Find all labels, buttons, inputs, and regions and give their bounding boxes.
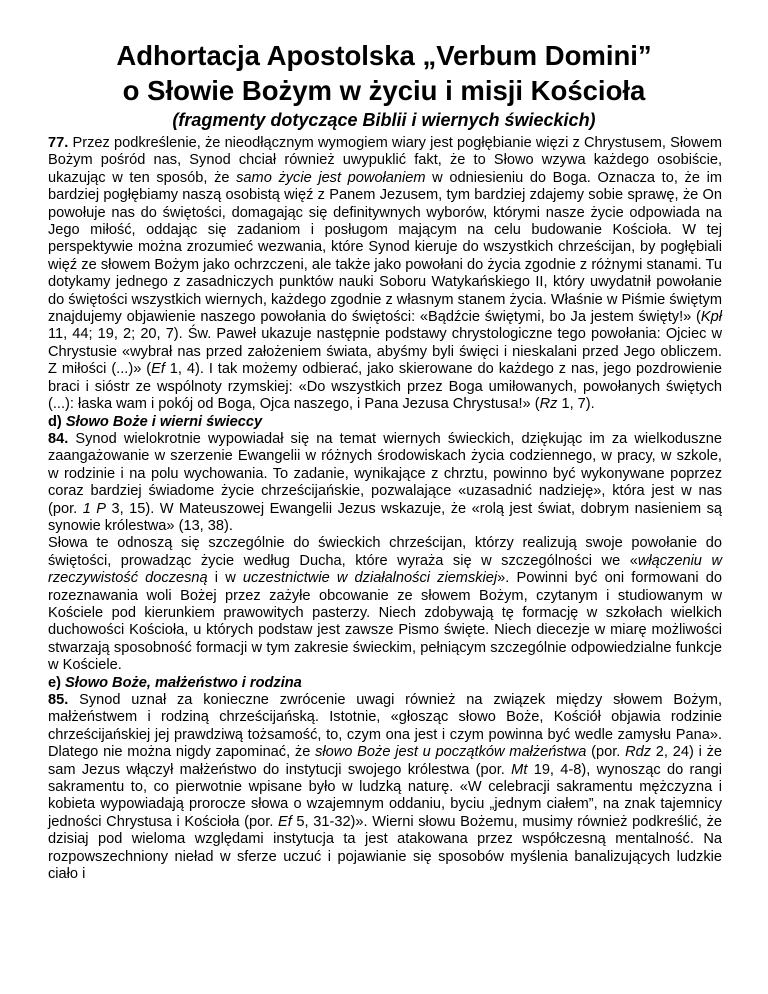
text-run: Synod wielokrotnie wypowiadał się na temat wiernych świeckich, dziękując im za wielkoduszne zaangażowanie w szerzenie Ewangelii w różnych środowiskach życia codziennego, w pracy, w szkole, w rodzinie i na polu wychowania. To zadanie, wynikające z chrztu, powinno być wykonywane poprzez coraz bardziej świadome życie chrześcijańskie, pozwalające «uzasadnić nadzieję», która jest w nas (por. xyxy=(48,430,722,517)
italic-run: Rz xyxy=(539,396,558,413)
italic-run: uczestnictwie w działalności ziemskiej xyxy=(242,570,498,587)
text-run: 11, 44; 19, 2; 20, 7). Św. Paweł ukazuje następnie podstawy chrystologiczne tego powołania: Ojciec w Chrystusie «wybrał nas przed założeniem świata, abyśmy byli święci i nieskalani przed Jego obliczem. Z miłości (...)» ( xyxy=(48,326,722,378)
paragraph-number: 77. xyxy=(48,135,69,151)
text-run: Synod uznał za konieczne zwrócenie uwagi również na związek między słowem Bożym, małżeństwem i rodziną chrześcijańską. Istotnie, «głosząc słowo Boże, Kościół objawia rodzinie chrześcijańskiej jej prawdziwą tożsamość, to, czym ona jest i czym powinna być wedle zamysłu Pana». Dlatego nie można nigdy zapominać, że xyxy=(48,692,722,761)
text-run: 3, 15). W Mateuszowej Ewangelii Jezus wskazuje, że «rolą jest świat, dobrym nasieniem są synowie królestwa» (13, 38). xyxy=(48,500,723,534)
italic-run: 1 P xyxy=(82,500,107,517)
text-run: 5, 31-32)». Wierni słowu Bożemu, musimy również podkreślić, że dzisiaj pod wieloma względami instytucja ta jest atakowana przez współczesną mentalność. Na rozpowszechniony nieład w sferze uczuć i pojawianie się sposobów myślenia banalizujących ludzkie ciało i xyxy=(48,813,722,883)
text-run: w odniesieniu do Boga. Oznacza to, że im bardziej pogłębiamy naszą osobistą więź z Panem Jezusem, tym bardziej zdajemy sobie sprawę, że On powołuje nas do świętości, domagając się definitywnych wyborów, którymi nasze życie odpowiada na Jego miłość, oddając się zadaniom i posługom mającym na celu budowanie Kościoła. W tej perspektywie można zrozumieć wezwania, które Synod kieruje do wszystkich chrześcijan, by pogłębiali więź ze słowem Bożym jako ochrzczeni, ale także jako powołani do życia zgodnie z różnymi stanami. Tu dotykamy jednego z zasadniczych punktów nauki Soboru Watykańskiego II, który uwydatnił powołanie do świętości wszystkich wiernych, każdego zgodnie z własnym stanem życia. Właśnie w Piśmie świętym znajdujemy objawienie naszego powołania do świętości: «Bądźcie świętymi, bo Ja jestem święty!» ( xyxy=(48,169,722,326)
section-title: Słowo Boże, małżeństwo i rodzina xyxy=(65,674,302,691)
section-label: d) xyxy=(48,413,66,430)
italic-run: samo życie jest powołaniem xyxy=(236,169,426,186)
paragraph-number: 84. xyxy=(48,430,69,447)
text-run: i w xyxy=(207,570,243,587)
italic-run: włączeniu w rzeczywistość doczesną xyxy=(48,552,722,587)
section-label: e) xyxy=(48,674,66,691)
italic-run: Rdz xyxy=(625,744,652,761)
italic-run: Ef xyxy=(278,813,292,830)
paragraph-number: 85. xyxy=(48,692,69,708)
italic-run: Mt xyxy=(511,761,528,778)
paragraph-84-continued xyxy=(48,535,722,674)
document-body xyxy=(48,135,722,883)
text-run: 1, 4). I tak możemy odbierać, jako skierowane do każdego z nas, jego pozdrowienie braci i sióstr ze wspólnoty rzymskiej: «Do wszystkich przez Boga umiłowanych, powołanych świętych (...): łaska wam i pokój od Boga, Ojca naszego, i Pana Jezusa Chrystusa!» ( xyxy=(48,361,722,413)
text-run: ». Powinni być oni formowani do rozeznawania woli Bożej przez zażyłe obcowanie ze słowem Bożym, czytanym i studiowanym w Kościele pod kierunkiem prawowitych pasterzy. Niech zdobywają tę formację w szkołach wielkich duchowości Kościoła, u których podstaw jest zawsze Pismo święte. Niech diecezje w miarę możliwości stwarzają sposobność formacji w tym zakresie świeckim, pełniącym szczególnie odpowiedzialne funkcje w Kościele. xyxy=(48,570,722,674)
text-run: 19, 4-8), wynosząc do rangi sakramentu to, co pierwotnie wpisane było w ludzką naturę. «W celebracji sakramentu mężczyzna i kobieta wypowiadają prorocze słowa o wzajemnym oddaniu, byciu „jednym ciałem”, na znak tajemnicy jedności Chrystusa i Kościoła (por. xyxy=(48,761,723,830)
document-subtitle: (fragmenty dotyczące Biblii i wiernych świeckich) xyxy=(172,110,596,130)
italic-run: słowo Boże jest u początków małżeństwa xyxy=(315,744,587,761)
title-line-2: o Słowie Bożym w życiu i misji Kościoła xyxy=(122,75,646,106)
paragraph-77 xyxy=(48,135,722,414)
text-run: Przez podkreślenie, że nieodłącznym wymogiem wiary jest pogłębianie więzi z Chrystusem, Słowem Bożym pośród nas, Synod chciał również uwypuklić fakt, że to Słowo wzywa każdego osobiście, ukazując w ten sposób, że xyxy=(48,135,722,186)
text-run: (por. xyxy=(586,744,626,761)
text-run: 2, 24) i że sam Jezus włączył małżeństwo do instytucji swojego królestwa (por. xyxy=(48,744,723,778)
text-run: 1, 7). xyxy=(557,396,595,413)
section-title: Słowo Boże i wierni świeccy xyxy=(65,413,263,430)
paragraph-85 xyxy=(48,692,722,883)
section-heading-d xyxy=(48,414,722,431)
title-line-1: Adhortacja Apostolska „Verbum Domini” xyxy=(116,40,652,71)
paragraph-84 xyxy=(48,431,722,535)
italic-run: Kpł xyxy=(700,309,722,326)
text-run: Słowa te odnoszą się szczególnie do świeckich chrześcijan, którzy realizują swoje powołanie do świętości, prowadząc życie według Ducha, które wyraża się w szczególności we « xyxy=(48,535,722,569)
section-heading-e xyxy=(48,675,722,692)
italic-run: Ef xyxy=(151,361,165,378)
document-title xyxy=(0,38,768,108)
